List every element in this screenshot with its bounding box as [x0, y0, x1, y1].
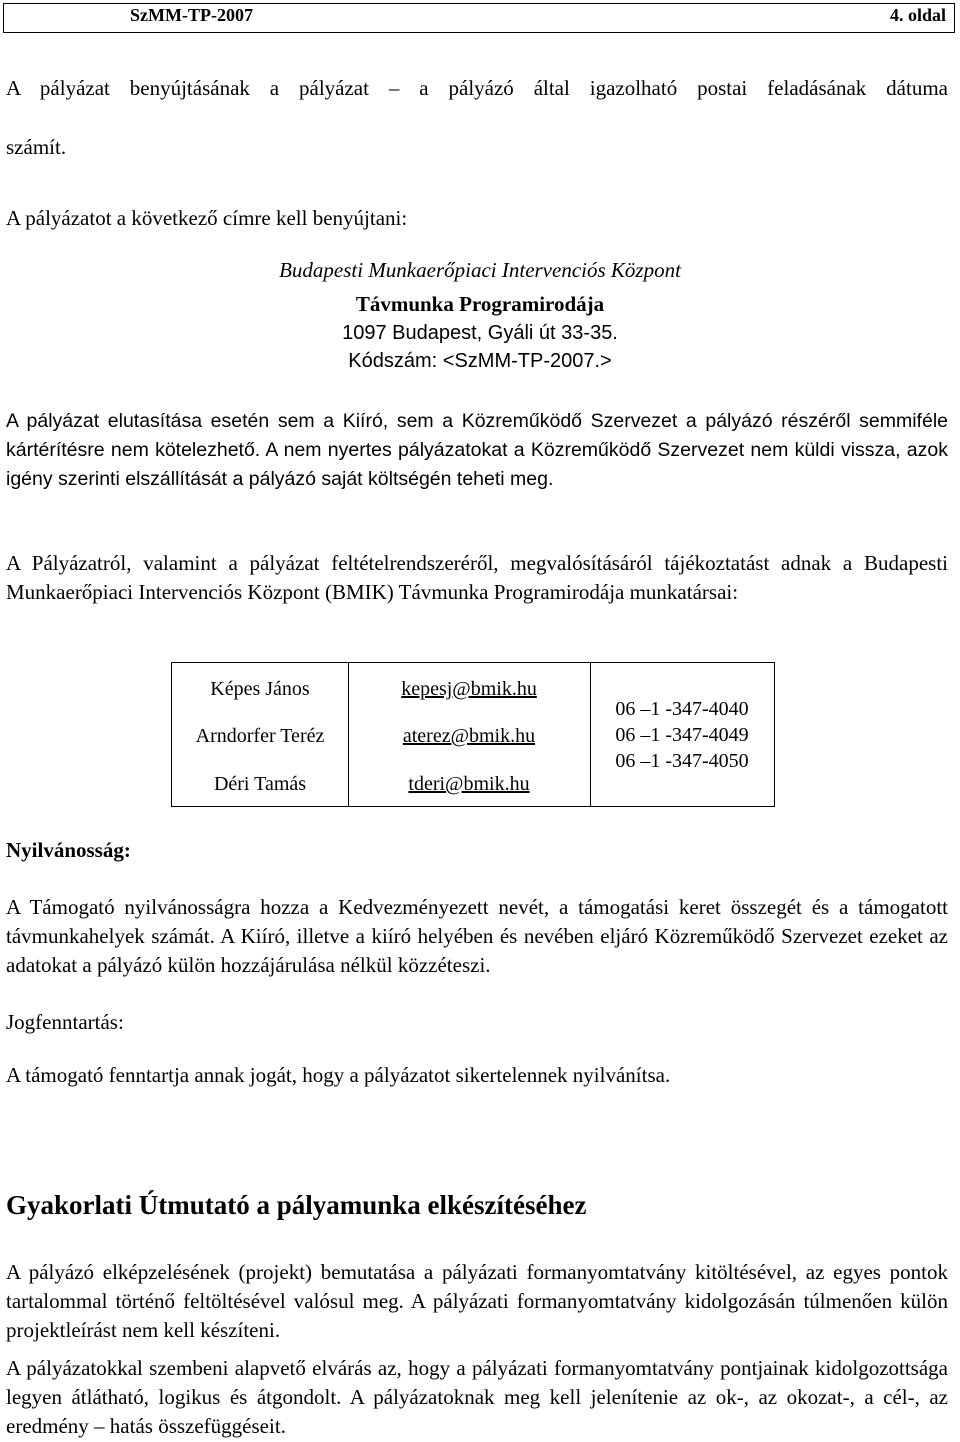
rights-paragraph: A támogató fenntartja annak jogát, hogy a pályázatot sikertelennek nyilvánítsa. [6, 1063, 671, 1087]
address-street: 1097 Budapest, Gyáli út 33-35. [342, 322, 618, 344]
address-code: Kódszám: <SzMM-TP-2007.> [348, 350, 612, 372]
guide-paragraph-2: A pályázatokkal szembeni alapvető elvárás az, hogy a pályázati formanyomtatvány pontjainak kidolgozottsága legyen átlátható, logikus és átgondolt. A pályázatoknak meg kell jelenítenie az ok-, az okozat-, a cél-, az eredmény – hatás összefüggéseit. [6, 1356, 948, 1438]
address-office: Távmunka Programirodája [355, 292, 605, 316]
contact-email-link[interactable]: tderi@bmik.hu [408, 773, 530, 795]
address-organization: Budapesti Munkaerőpiaci Intervenciós Központ [279, 258, 681, 282]
contact-phone: 06 –1 -347-4040 [615, 698, 749, 720]
contact-email-link[interactable]: kepesj@bmik.hu [401, 678, 537, 700]
submission-text-line1: A pályázat benyújtásának a pályázat – a pályázó által igazolható postai feladásának dátuma [6, 76, 948, 100]
contact-phone: 06 –1 -347-4050 [615, 750, 749, 772]
contact-email-link[interactable]: aterez@bmik.hu [402, 725, 536, 747]
contact-phone: 06 –1 -347-4049 [615, 724, 749, 746]
contact-name: Arndorfer Teréz [195, 725, 325, 747]
contact-table [171, 662, 775, 807]
address-intro: A pályázatot a következő címre kell benyújtani: [6, 206, 408, 230]
page-number: 4. oldal [889, 5, 946, 25]
guide-title [6, 1190, 586, 1221]
submission-text-line2: számít. [6, 135, 67, 159]
rights-heading: Jogfenntartás: [6, 1010, 124, 1034]
guide-paragraph-1: A pályázó elképzelésének (projekt) bemutatása a pályázati formanyomtatvány kitöltésével, az egyes pontok tartalommal történő feltöltésével valósul meg. A pályázati formanyomtatvány kidolgozásán túlmenően külön projektleírást nem kell készíteni. [6, 1260, 948, 1342]
document-code: SzMM-TP-2007 [130, 5, 253, 25]
contact-name: Déri Tamás [213, 773, 307, 795]
contact-name: Képes János [210, 678, 310, 700]
guide-title-text: Gyakorlati Útmutató a pályamunka elkészítéséhez [6, 1190, 587, 1220]
publicity-heading: Nyilvánosság: [6, 838, 131, 862]
rejection-paragraph: A pályázat elutasítása esetén sem a Kiíró, sem a Közreműködő Szervezet a pályázó részéről semmiféle kártérítésre nem kötelezhető. A nem nyertes pályázatokat a Közreműködő Szervezet nem küldi vissza, azok igény szerinti elszállítását a pályázó saját költségén teheti meg. [6, 410, 948, 490]
info-paragraph: A Pályázatról, valamint a pályázat feltételrendszeréről, megvalósításáról tájékoztatást adnak a Budapesti Munkaerőpiaci Intervenciós Központ (BMIK) Távmunka Programirodája munkatársai: [6, 551, 948, 604]
publicity-paragraph: A Támogató nyilvánosságra hozza a Kedvezményezett nevét, a támogatási keret összegét és a támogatott távmunkahelyek számát. A Kiíró, illetve a kiíró helyében és nevében eljáró Közreműködő Szervezet ezeket az adatokat a pályázó külön hozzájárulása nélkül közzéteszi. [6, 895, 948, 977]
